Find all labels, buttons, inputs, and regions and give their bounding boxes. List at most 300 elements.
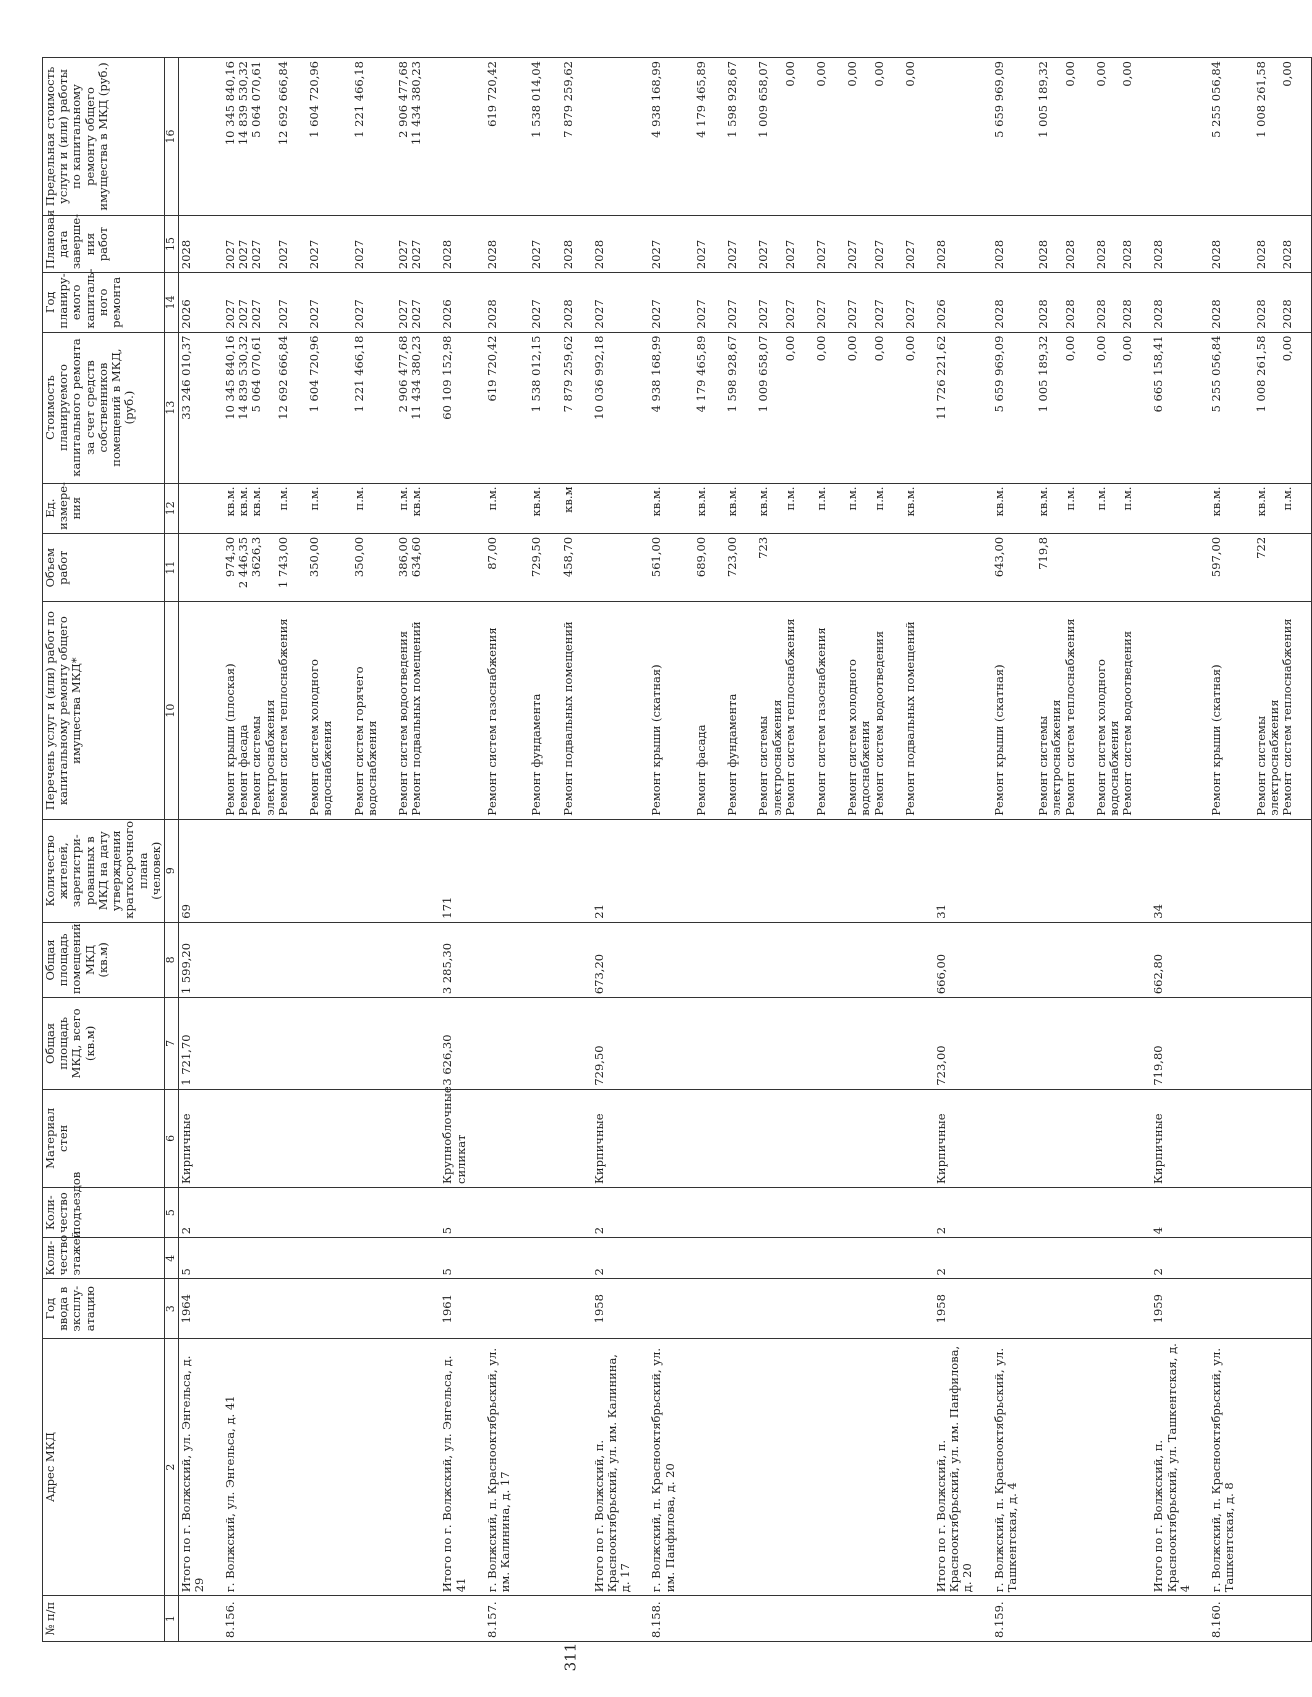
end-year-cell-line: 2027	[529, 239, 544, 270]
spacer-cell	[380, 922, 396, 997]
works-cell	[903, 602, 918, 819]
entrances-cell: 4	[1151, 1187, 1193, 1237]
limit-cell	[396, 58, 424, 216]
works-cell	[649, 602, 677, 819]
unit-cell-line: кв.м.	[725, 486, 740, 517]
empty-cell	[561, 998, 576, 1089]
end-year-cell	[649, 215, 677, 272]
spacer-cell	[1295, 273, 1312, 332]
plan-year-cell	[1094, 273, 1136, 332]
volume-cell-line: 719,8	[1036, 536, 1051, 570]
table-row	[756, 58, 798, 1642]
spacer-cell	[887, 1238, 903, 1279]
area-rooms-cell: 666,00	[934, 922, 976, 997]
plan-year-cell	[992, 273, 1020, 332]
spacer-cell	[576, 1279, 592, 1338]
spacer-cell	[424, 602, 440, 819]
spacer-cell	[545, 533, 561, 602]
area-total-cell: 1 721,70	[178, 998, 207, 1089]
empty-cell	[649, 1238, 677, 1279]
works-cell	[178, 602, 207, 819]
volume-cell-line	[1121, 537, 1134, 599]
end-year-cell-line: 2028	[1279, 239, 1294, 270]
plan-year-cell-line: 2027	[902, 299, 917, 329]
empty-cell	[649, 1187, 677, 1237]
plan-year-cell-line: 2028	[1036, 299, 1051, 329]
works-cell-line: Ремонт подвальных помещений	[902, 621, 917, 816]
empty-cell	[223, 998, 291, 1089]
spacer-cell	[829, 273, 845, 332]
spacer-cell	[678, 922, 694, 997]
empty-cell	[814, 998, 829, 1089]
row-number	[529, 1596, 544, 1642]
spacer-cell	[633, 273, 649, 332]
spacer-cell	[887, 1187, 903, 1237]
limit-cell-line: 1 008 261,58	[1253, 61, 1268, 138]
spacer-cell	[829, 215, 845, 272]
empty-cell	[725, 1187, 740, 1237]
spacer-cell	[976, 273, 992, 332]
table-row	[1209, 58, 1237, 1642]
works-cell	[485, 602, 513, 819]
row-number	[725, 1596, 740, 1642]
cost-cell	[1209, 332, 1237, 483]
unit-cell-line: кв.м.	[236, 486, 251, 517]
address-cell: Итого по г. Волжский, п. Краснооктябрьский, ул. им. Калинина, д. 17	[592, 1338, 634, 1595]
spacer-cell	[1295, 483, 1312, 533]
empty-cell	[529, 1187, 544, 1237]
spacer-cell	[576, 1596, 592, 1642]
works-cell-line: водоснабжения	[1107, 720, 1122, 816]
spacer-cell	[513, 483, 529, 533]
spacer-cell	[1135, 483, 1151, 533]
spacer-cell	[1193, 1279, 1209, 1338]
end-year-cell-line: 2028	[560, 239, 575, 270]
area-rooms-cell: 1 599,20	[178, 922, 207, 997]
spacer-cell	[829, 1338, 845, 1595]
spacer-cell	[633, 1279, 649, 1338]
end-year-cell	[223, 215, 291, 272]
end-year-cell-line: 2027	[223, 239, 238, 270]
empty-cell	[1254, 998, 1296, 1089]
spacer-row	[740, 58, 756, 1642]
unit-cell-line: п.м.	[1062, 486, 1077, 511]
spacer-cell	[576, 1338, 592, 1595]
spacer-cell	[424, 1338, 440, 1595]
column-header-6: Материал стен	[43, 1089, 165, 1187]
cost-cell-line: 7 879 259,62	[560, 335, 575, 413]
spacer-cell	[918, 1596, 934, 1642]
empty-cell	[1209, 819, 1237, 922]
spacer-cell	[709, 1596, 725, 1642]
column-header-15: Плановая дата заверше-ния работ	[43, 215, 165, 272]
works-cell-line: Ремонт систем холодного	[845, 659, 860, 816]
works-cell	[992, 602, 1020, 819]
spacer-cell	[740, 58, 756, 216]
end-year-cell-line: 2027	[845, 239, 860, 270]
end-year-cell	[814, 215, 829, 272]
spacer-cell	[709, 819, 725, 922]
spacer-cell	[887, 483, 903, 533]
works-cell	[694, 602, 709, 819]
empty-cell	[1036, 922, 1078, 997]
spacer-cell	[678, 1238, 694, 1279]
empty-cell	[1254, 1187, 1296, 1237]
spacer-cell	[1238, 1089, 1254, 1187]
spacer-cell	[887, 819, 903, 922]
spacer-cell	[1193, 273, 1209, 332]
volume-cell-line: 689,00	[693, 536, 708, 578]
spacer-cell	[1020, 998, 1036, 1089]
spacer-cell	[633, 215, 649, 272]
spacer-cell	[336, 533, 352, 602]
works-cell	[934, 602, 976, 819]
cost-cell-line: 14 839 530,32	[236, 335, 251, 420]
empty-cell	[649, 922, 677, 997]
residents-cell: 31	[934, 819, 976, 922]
spacer-row	[207, 58, 223, 1642]
spacer-cell	[976, 332, 992, 483]
plan-year-cell-line: 2027	[813, 299, 828, 329]
address-cell	[1094, 1338, 1136, 1595]
spacer-cell	[633, 1596, 649, 1642]
limit-cell	[1036, 58, 1078, 216]
empty-cell	[223, 1187, 291, 1237]
spacer-cell	[207, 1596, 223, 1642]
cost-cell-line: 0,00	[813, 335, 828, 362]
empty-cell	[903, 819, 918, 922]
spacer-cell	[380, 1238, 396, 1279]
unit-cell	[307, 483, 335, 533]
plan-year-cell-line: 2028	[1062, 299, 1077, 329]
end-year-cell-line: 2027	[782, 239, 797, 270]
spacer-cell	[207, 1089, 223, 1187]
plan-year-cell-line: 2027	[396, 299, 411, 329]
spacer-cell	[918, 215, 934, 272]
cost-cell-line: 0,00	[1093, 335, 1108, 362]
spacer-cell	[709, 1338, 725, 1595]
volume-cell-line	[846, 537, 859, 599]
unit-cell-line: кв.м.	[693, 486, 708, 517]
spacer-cell	[469, 1089, 485, 1187]
cost-cell-line: 5 659 969,09	[991, 335, 1006, 413]
limit-cell-line: 1 598 928,67	[725, 61, 740, 138]
works-cell-line: Ремонт подвальных помещений	[409, 621, 424, 816]
spacer-cell	[424, 922, 440, 997]
cost-cell	[352, 332, 380, 483]
works-cell-line: Ремонт системы	[756, 715, 771, 816]
spacer-cell	[576, 332, 592, 483]
spacer-cell	[207, 58, 223, 216]
spacer-cell	[576, 533, 592, 602]
entrances-cell: 2	[592, 1187, 634, 1237]
empty-cell	[903, 1238, 918, 1279]
cost-cell-line	[1268, 336, 1281, 480]
volume-cell-line: 350,00	[307, 536, 322, 578]
volume-cell-line	[784, 537, 797, 599]
unit-cell	[352, 483, 380, 533]
spacer-cell	[1078, 922, 1094, 997]
end-year-cell	[1094, 215, 1136, 272]
limit-cell-line: 0,00	[782, 61, 797, 87]
works-cell-line: Ремонт систем водоотведения	[871, 630, 886, 816]
spacer-cell	[918, 1338, 934, 1595]
spacer-cell	[1238, 819, 1254, 922]
volume-cell	[845, 533, 887, 602]
volume-cell	[1254, 533, 1296, 602]
empty-cell	[1036, 1279, 1078, 1338]
spacer-cell	[469, 215, 485, 272]
table-row	[814, 58, 829, 1642]
volume-cell	[694, 533, 709, 602]
volume-cell-line	[1064, 537, 1077, 599]
spacer-cell	[1135, 819, 1151, 922]
spacer-cell	[709, 1238, 725, 1279]
volume-cell	[352, 533, 380, 602]
end-year-cell-line: 2027	[813, 239, 828, 270]
empty-cell	[485, 1279, 513, 1338]
material-cell: Кирпичные	[592, 1089, 634, 1187]
spacer-cell	[1238, 998, 1254, 1089]
end-year-cell-line: 2027	[275, 239, 290, 270]
spacer-cell	[380, 215, 396, 272]
spacer-cell	[1193, 533, 1209, 602]
cost-cell-line: 5 255 056,84	[1209, 335, 1224, 413]
spacer-cell	[976, 215, 992, 272]
empty-cell	[396, 1279, 424, 1338]
spacer-cell	[976, 819, 992, 922]
spacer-row	[545, 58, 561, 1642]
empty-cell	[903, 998, 918, 1089]
address-cell: г. Волжский, п. Краснооктябрьский, ул. Ташкентская, д. 8	[1209, 1338, 1237, 1595]
spacer-cell	[709, 1279, 725, 1338]
area-rooms-cell: 662,80	[1151, 922, 1193, 997]
spacer-cell	[740, 602, 756, 819]
volume-cell	[440, 533, 468, 602]
empty-cell	[485, 1238, 513, 1279]
spacer-row	[633, 58, 649, 1642]
spacer-cell	[513, 1279, 529, 1338]
spacer-cell	[291, 1596, 307, 1642]
spacer-cell	[291, 58, 307, 216]
empty-cell	[1209, 1089, 1237, 1187]
row-number: 8.160.	[1209, 1596, 1237, 1642]
address-cell	[694, 1338, 709, 1595]
spacer-cell	[545, 1238, 561, 1279]
empty-cell	[352, 1279, 380, 1338]
spacer-cell	[798, 819, 814, 922]
plan-year-cell-line: 2027	[756, 299, 771, 329]
limit-cell-line: 0,00	[845, 61, 860, 87]
end-year-cell	[725, 215, 740, 272]
spacer-cell	[513, 998, 529, 1089]
unit-cell	[934, 483, 976, 533]
spacer-cell	[709, 483, 725, 533]
plan-year-cell	[1209, 273, 1237, 332]
column-header-7: Общая площадь МКД, всего (кв.м)	[43, 998, 165, 1089]
empty-cell	[307, 1238, 335, 1279]
end-year-cell	[485, 215, 513, 272]
cost-cell-line: 1 598 928,67	[725, 335, 740, 413]
end-year-cell-line: 2028	[991, 239, 1006, 270]
plan-year-cell-line	[771, 276, 784, 328]
spacer-cell	[291, 215, 307, 272]
plan-year-cell-line: 2028	[1253, 299, 1268, 329]
column-header-16: Предельная стоимость услуги и (или) работы по капитальному ремонту общего имущества в МКД (руб.)	[43, 58, 165, 216]
table-row	[1094, 58, 1136, 1642]
volume-cell	[1036, 533, 1078, 602]
works-cell-line: электроснабжения	[262, 699, 277, 816]
spacer-cell	[740, 998, 756, 1089]
spacer-cell	[513, 332, 529, 483]
empty-cell	[561, 1238, 576, 1279]
spacer-cell	[976, 998, 992, 1089]
spacer-cell	[740, 483, 756, 533]
end-year-cell-line	[264, 219, 277, 269]
spacer-cell	[976, 602, 992, 819]
end-year-cell: 2028	[934, 215, 976, 272]
cost-cell-line: 1 009 658,07	[756, 335, 771, 413]
spacer-cell	[545, 58, 561, 216]
limit-cell-line: 0,00	[1093, 61, 1108, 87]
cost-cell-line: 0,00	[902, 335, 917, 362]
column-header-13: Стоимость планируемого капитального ремонта за счет средств собственников помещений в МКД, (руб.)	[43, 332, 165, 483]
spacer-cell	[633, 533, 649, 602]
spacer-cell	[380, 533, 396, 602]
spacer-cell	[829, 483, 845, 533]
end-year-cell-line: 2028	[1253, 239, 1268, 270]
spacer-cell	[469, 332, 485, 483]
empty-cell	[561, 1279, 576, 1338]
column-header-9: Количество жителей, зарегистри-рованных в МКД на дату утверждения краткосрочного плана (человек)	[43, 819, 165, 922]
spacer-cell	[336, 1187, 352, 1237]
cost-cell	[1036, 332, 1078, 483]
column-number-3: 3	[164, 1279, 178, 1338]
spacer-cell	[1238, 602, 1254, 819]
limit-cell-line: 0,00	[813, 61, 828, 87]
spacer-cell	[1238, 273, 1254, 332]
volume-cell-line: 87,00	[484, 536, 499, 570]
spacer-cell	[336, 273, 352, 332]
spacer-cell	[678, 215, 694, 272]
spacer-cell	[469, 273, 485, 332]
cost-cell	[694, 332, 709, 483]
limit-cell	[694, 58, 709, 216]
material-cell: Кирпичные	[178, 1089, 207, 1187]
limit-cell	[440, 58, 468, 216]
row-number: 8.156.	[223, 1596, 291, 1642]
spacer-cell	[469, 922, 485, 997]
row-number	[396, 1596, 424, 1642]
empty-cell	[1036, 1089, 1078, 1187]
works-cell-line: Ремонт систем газоснабжения	[484, 627, 499, 816]
spacer-cell	[1135, 332, 1151, 483]
works-cell	[223, 602, 291, 819]
cost-cell	[529, 332, 544, 483]
unit-cell	[903, 483, 918, 533]
spacer-cell	[469, 998, 485, 1089]
unit-cell-line: кв.м.	[409, 486, 424, 517]
empty-cell	[903, 1187, 918, 1237]
spacer-cell	[513, 1338, 529, 1595]
spacer-cell	[513, 1089, 529, 1187]
spacer-cell	[798, 602, 814, 819]
unit-cell-line: п.м.	[484, 486, 499, 511]
spacer-cell	[291, 1089, 307, 1187]
spacer-row	[1020, 58, 1036, 1642]
spacer-cell	[678, 602, 694, 819]
spacer-cell	[633, 1238, 649, 1279]
row-number	[903, 1596, 918, 1642]
empty-cell	[1094, 998, 1136, 1089]
spacer-cell	[678, 998, 694, 1089]
limit-cell-line: 2 906 477,68	[396, 61, 411, 138]
empty-cell	[352, 998, 380, 1089]
table-row	[396, 58, 424, 1642]
plan-year-cell	[307, 273, 335, 332]
limit-cell-line: 0,00	[1120, 61, 1135, 87]
unit-cell	[178, 483, 207, 533]
plan-year-cell: 2028	[1151, 273, 1193, 332]
spacer-cell	[1193, 1089, 1209, 1187]
spacer-cell	[469, 1596, 485, 1642]
empty-cell	[992, 1238, 1020, 1279]
floors-cell: 2	[592, 1238, 634, 1279]
spacer-cell	[829, 1279, 845, 1338]
spacer-cell	[976, 533, 992, 602]
volume-cell-line: 2 446,35	[236, 536, 251, 589]
works-cell-line: Ремонт систем теплоснабжения	[275, 618, 290, 816]
empty-cell	[352, 1089, 380, 1187]
spacer-cell	[709, 533, 725, 602]
spacer-cell	[380, 819, 396, 922]
empty-cell	[725, 1238, 740, 1279]
volume-cell-line: 723,00	[725, 536, 740, 578]
empty-cell	[1209, 1238, 1237, 1279]
unit-cell-line: кв.м.	[1253, 486, 1268, 517]
spacer-cell	[291, 483, 307, 533]
total-row	[440, 58, 468, 1642]
empty-cell	[1036, 819, 1078, 922]
volume-cell	[903, 533, 918, 602]
plan-year-cell-line: 2028	[484, 299, 499, 329]
spacer-cell	[918, 332, 934, 483]
spacer-cell	[336, 1596, 352, 1642]
spacer-cell	[1020, 1338, 1036, 1595]
spacer-cell	[336, 1238, 352, 1279]
empty-cell	[845, 922, 887, 997]
spacer-cell	[798, 1089, 814, 1187]
column-number-2: 2	[164, 1338, 178, 1595]
spacer-cell	[207, 1338, 223, 1595]
works-cell	[1094, 602, 1136, 819]
spacer-cell	[1238, 1338, 1254, 1595]
column-number-9: 9	[164, 819, 178, 922]
page-number: 311	[561, 1642, 580, 1672]
spacer-cell	[1135, 58, 1151, 216]
plan-year-cell-line: 2027	[725, 299, 740, 329]
unit-cell-line	[1050, 487, 1063, 530]
spacer-cell	[633, 332, 649, 483]
cost-cell-line: 619 720,42	[484, 335, 499, 402]
end-year-cell-line	[771, 219, 784, 269]
empty-cell	[814, 1187, 829, 1237]
spacer-cell	[976, 1279, 992, 1338]
column-number-10: 10	[164, 602, 178, 819]
table-row	[1036, 58, 1078, 1642]
limit-cell-line: 0,00	[871, 61, 886, 87]
spacer-cell	[1135, 533, 1151, 602]
